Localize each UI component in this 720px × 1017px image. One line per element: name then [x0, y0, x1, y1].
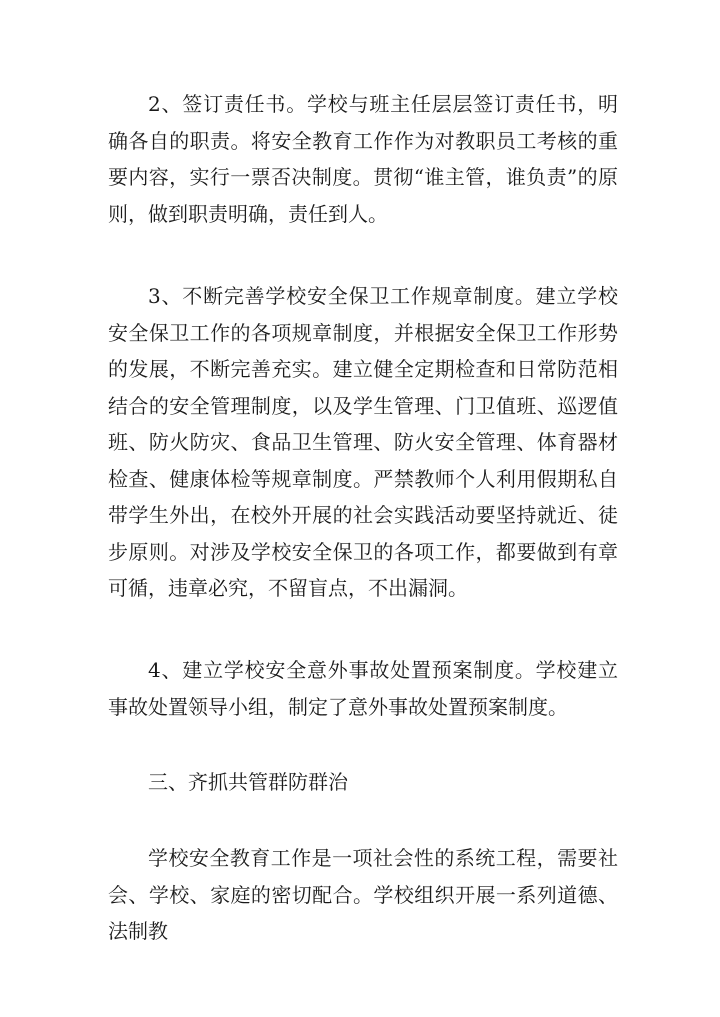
section-heading-joint-management: 三、齐抓共管群防群治	[148, 770, 348, 794]
paragraph-emergency-plan: 4、建立学校安全意外事故处置预案制度。学校建立事故处置领导小组，制定了意外事故处置预案制度。	[108, 658, 618, 719]
paragraph-responsibility-letter: 2、签订责任书。学校与班主任层层签订责任书，明确各自的职责。将安全教育工作作为对教职员工考核的重要内容，实行一票否决制度。贯彻“谁主管，谁负责”的原则，做到职责明确，责任到人。	[108, 92, 618, 226]
paragraph-security-regulations: 3、不断完善学校安全保卫工作规章制度。建立学校安全保卫工作的各项规章制度，并根据安全保卫工作形势的发展，不断完善充实。建立健全定期检查和日常防范相结合的安全管理制度，以及学生管理、门卫值班、巡逻值班、防火防灾、食品卫生管理、防火安全管理、体育器材检查、健康体检等规章制度。严禁教师个人利用假期私自带学生外出，在校外开展的社会实践活动要坚持就近、徒步原则。对涉及学校安全保卫的各项工作，都要做到有章可循，违章必究，不留盲点，不出漏洞。	[108, 284, 618, 600]
paragraph-social-system-engineering: 学校安全教育工作是一项社会性的系统工程，需要社会、学校、家庭的密切配合。学校组织开展一系列道德、法制教	[108, 846, 618, 943]
